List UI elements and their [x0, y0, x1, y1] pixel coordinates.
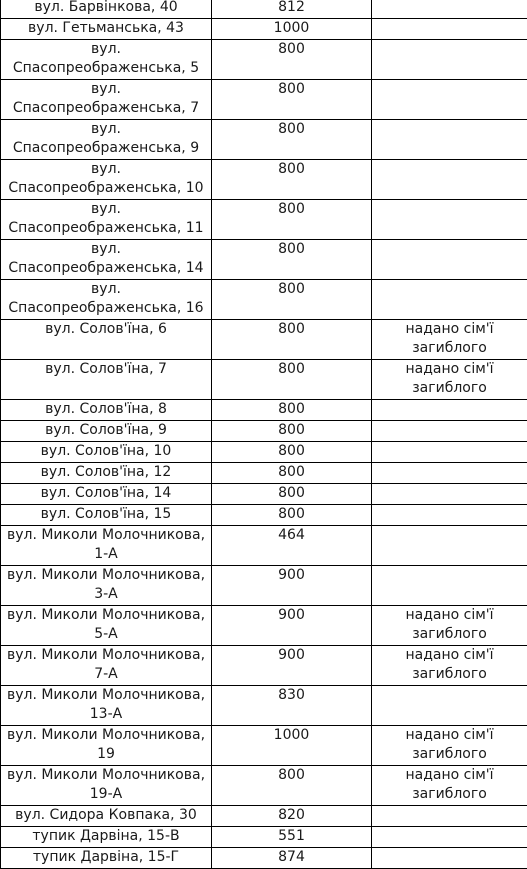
- note-cell: надано сім'ї загиблого: [372, 726, 527, 766]
- area-cell: 800: [212, 421, 372, 442]
- note-cell: [372, 120, 527, 160]
- address-cell: вул. Солов'їна, 14: [1, 484, 212, 505]
- table-row: [1, 726, 527, 766]
- table-row: [1, 240, 527, 280]
- address-cell: вул. Солов'їна, 10: [1, 442, 212, 463]
- table-row: [1, 766, 527, 806]
- area-cell: 800: [212, 240, 372, 280]
- address-cell: вул. Спасопреображенська, 5: [1, 40, 212, 80]
- address-cell: вул. Гетьманська, 43: [1, 19, 212, 40]
- table-row: [1, 360, 527, 400]
- address-cell: вул. Миколи Молочникова, 3-А: [1, 566, 212, 606]
- area-cell: 800: [212, 442, 372, 463]
- table-row: [1, 463, 527, 484]
- area-cell: 551: [212, 827, 372, 848]
- area-cell: 800: [212, 463, 372, 484]
- note-cell: [372, 827, 527, 848]
- note-cell: надано сім'ї загиблого: [372, 646, 527, 686]
- area-cell: 874: [212, 848, 372, 869]
- area-cell: 820: [212, 806, 372, 827]
- table-row: [1, 526, 527, 566]
- table-row: [1, 505, 527, 526]
- table-row: [1, 686, 527, 726]
- address-cell: вул. Спасопреображенська, 11: [1, 200, 212, 240]
- note-cell: надано сім'ї загиблого: [372, 606, 527, 646]
- note-cell: [372, 442, 527, 463]
- table-row: [1, 280, 527, 320]
- area-cell: 900: [212, 566, 372, 606]
- area-cell: 1000: [212, 19, 372, 40]
- address-cell: вул. Солов'їна, 7: [1, 360, 212, 400]
- table-row: [1, 606, 527, 646]
- table-row: [1, 484, 527, 505]
- note-cell: [372, 80, 527, 120]
- address-cell: вул. Спасопреображенська, 14: [1, 240, 212, 280]
- area-cell: 800: [212, 400, 372, 421]
- table-row: [1, 40, 527, 80]
- note-cell: [372, 160, 527, 200]
- table-row: [1, 827, 527, 848]
- address-cell: тупик Дарвіна, 15-В: [1, 827, 212, 848]
- note-cell: надано сім'ї загиблого: [372, 360, 527, 400]
- area-cell: 800: [212, 505, 372, 526]
- area-cell: 800: [212, 200, 372, 240]
- table-row: [1, 421, 527, 442]
- address-cell: вул. Солов'їна, 9: [1, 421, 212, 442]
- note-cell: [372, 566, 527, 606]
- address-cell: вул. Барвінкова, 40: [1, 0, 212, 19]
- note-cell: [372, 526, 527, 566]
- table-row: [1, 120, 527, 160]
- area-cell: 800: [212, 320, 372, 360]
- area-cell: 800: [212, 80, 372, 120]
- note-cell: [372, 0, 527, 19]
- note-cell: [372, 806, 527, 827]
- note-cell: надано сім'ї загиблого: [372, 320, 527, 360]
- note-cell: [372, 19, 527, 40]
- note-cell: [372, 200, 527, 240]
- table-row: [1, 848, 527, 869]
- area-cell: 1000: [212, 726, 372, 766]
- area-cell: 464: [212, 526, 372, 566]
- area-cell: 800: [212, 120, 372, 160]
- address-cell: вул. Миколи Молочникова, 19: [1, 726, 212, 766]
- note-cell: [372, 421, 527, 442]
- address-cell: тупик Дарвіна, 15-Г: [1, 848, 212, 869]
- address-cell: вул. Миколи Молочникова, 19-А: [1, 766, 212, 806]
- note-cell: [372, 400, 527, 421]
- table-row: [1, 0, 527, 19]
- address-cell: вул. Миколи Молочникова, 1-А: [1, 526, 212, 566]
- area-cell: 812: [212, 0, 372, 19]
- address-cell: вул. Спасопреображенська, 10: [1, 160, 212, 200]
- area-cell: 800: [212, 360, 372, 400]
- table-row: [1, 19, 527, 40]
- address-cell: вул. Солов'їна, 6: [1, 320, 212, 360]
- address-cell: вул. Миколи Молочникова, 5-А: [1, 606, 212, 646]
- note-cell: [372, 240, 527, 280]
- area-cell: 800: [212, 40, 372, 80]
- address-cell: вул. Солов'їна, 8: [1, 400, 212, 421]
- address-cell: вул. Солов'їна, 15: [1, 505, 212, 526]
- note-cell: [372, 280, 527, 320]
- table-row: [1, 566, 527, 606]
- area-cell: 800: [212, 766, 372, 806]
- table-row: [1, 200, 527, 240]
- note-cell: [372, 484, 527, 505]
- area-cell: 830: [212, 686, 372, 726]
- address-cell: вул. Спасопреображенська, 9: [1, 120, 212, 160]
- table-row: [1, 320, 527, 360]
- address-cell: вул. Миколи Молочникова, 7-А: [1, 646, 212, 686]
- table-row: [1, 442, 527, 463]
- note-cell: [372, 686, 527, 726]
- address-cell: вул. Миколи Молочникова, 13-А: [1, 686, 212, 726]
- area-cell: 900: [212, 646, 372, 686]
- table-row: [1, 646, 527, 686]
- note-cell: надано сім'ї загиблого: [372, 766, 527, 806]
- address-cell: вул. Солов'їна, 12: [1, 463, 212, 484]
- note-cell: [372, 40, 527, 80]
- address-cell: вул. Сидора Ковпака, 30: [1, 806, 212, 827]
- note-cell: [372, 848, 527, 869]
- address-cell: вул. Спасопреображенська, 7: [1, 80, 212, 120]
- area-cell: 800: [212, 280, 372, 320]
- area-cell: 800: [212, 160, 372, 200]
- table-row: [1, 160, 527, 200]
- note-cell: [372, 463, 527, 484]
- table-row: [1, 400, 527, 421]
- note-cell: [372, 505, 527, 526]
- table-row: [1, 80, 527, 120]
- table-row: [1, 806, 527, 827]
- area-cell: 900: [212, 606, 372, 646]
- area-cell: 800: [212, 484, 372, 505]
- address-cell: вул. Спасопреображенська, 16: [1, 280, 212, 320]
